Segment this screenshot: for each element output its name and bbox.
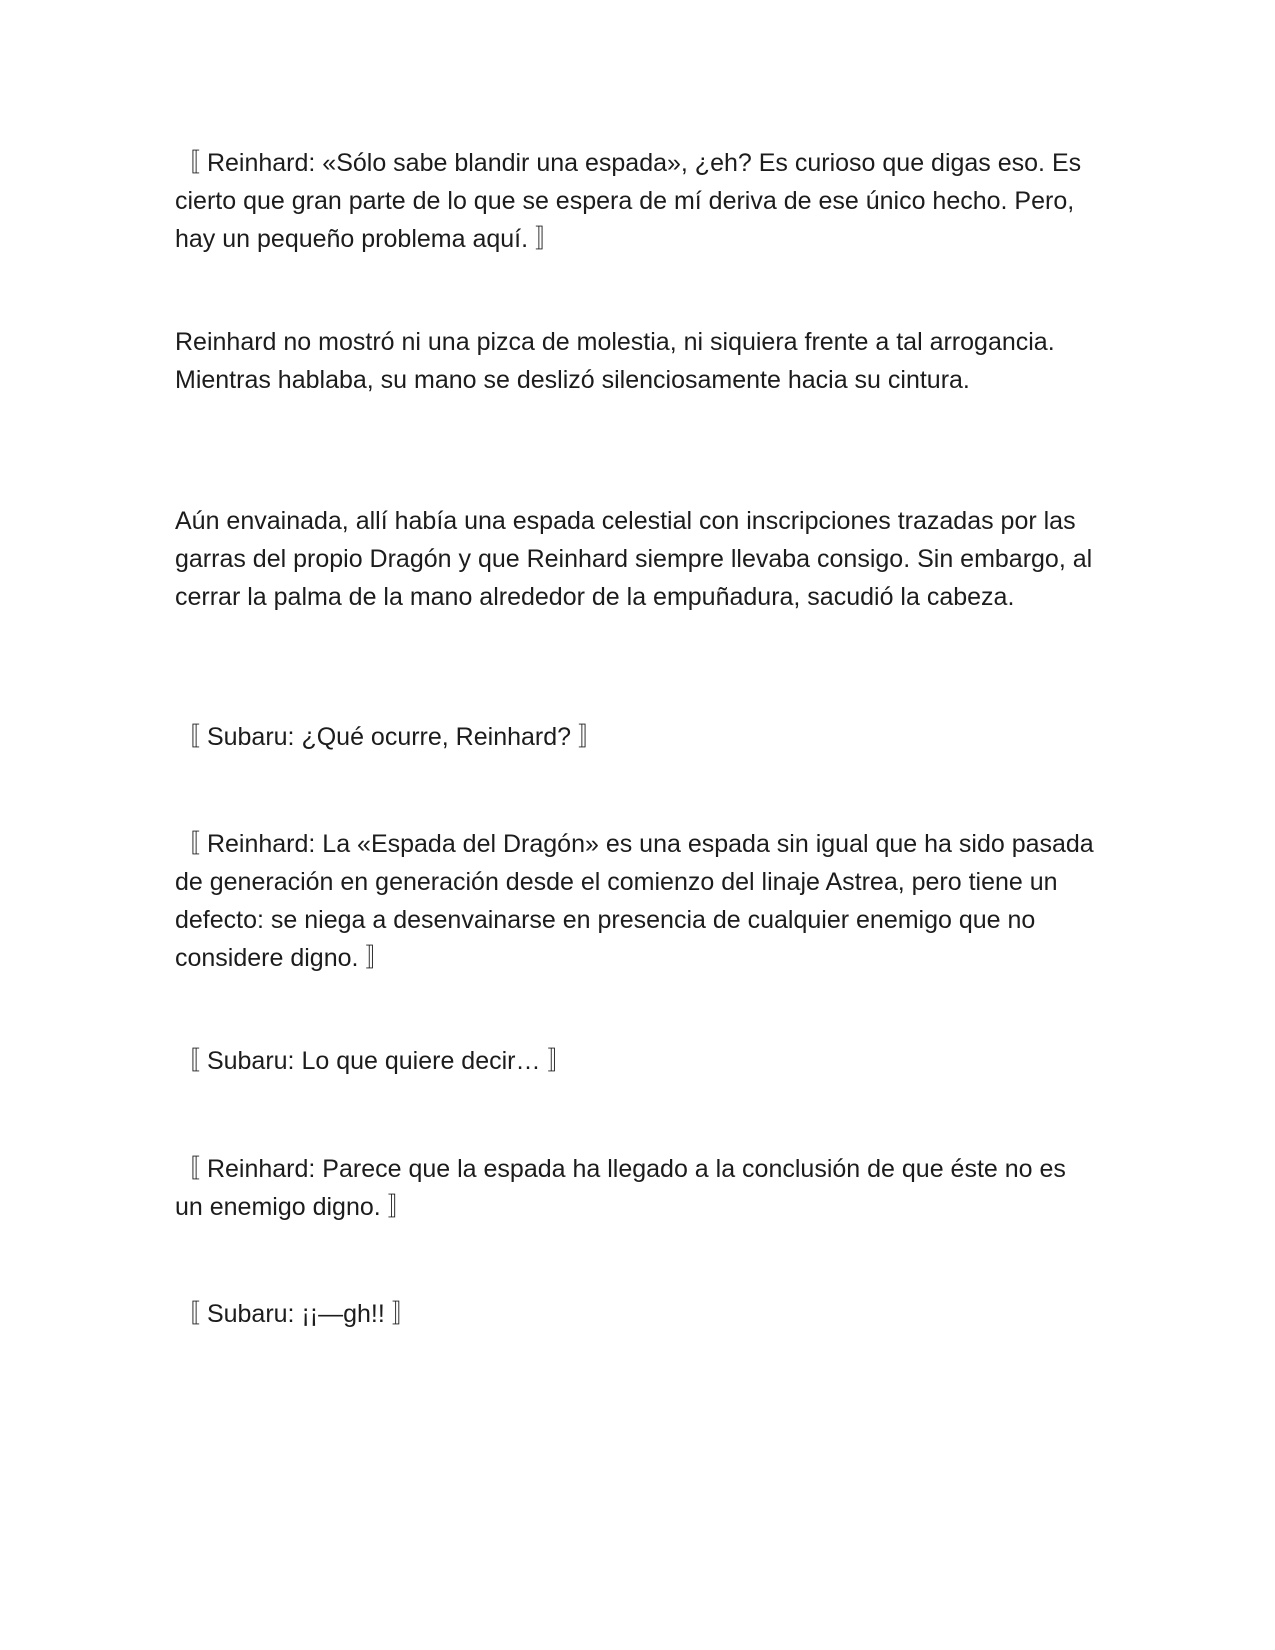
paragraph-reinhard-dialogue-3: 〚 Reinhard: Parece que la espada ha llegado a la conclusión de que éste no es un enemigo digno. 〛 (175, 1155, 1066, 1221)
paragraph-subaru-dialogue-1: 〚 Subaru: ¿Qué ocurre, Reinhard? 〛 (175, 723, 603, 751)
paragraph-narration-2: Aún envainada, allí había una espada celestial con inscripciones trazadas por las garras del propio Dragón y que Reinhard siempre llevaba consigo. Sin embargo, al cerrar la palma de la mano alrededor de la empuñadura, sacudió la cabeza. (175, 507, 1093, 611)
paragraph-narration-1: Reinhard no mostró ni una pizca de molestia, ni siquiera frente a tal arrogancia. Mientras hablaba, su mano se deslizó silenciosamente hacia su cintura. (175, 328, 1055, 394)
paragraph-subaru-dialogue-2: 〚 Subaru: Lo que quiere decir… 〛 (175, 1047, 573, 1075)
paragraph-reinhard-dialogue-1: 〚 Reinhard: «Sólo sabe blandir una espada», ¿eh? Es curioso que digas eso. Es cierto que gran parte de lo que se espera de mí deriva de ese único hecho. Pero, hay un pequeño problema aquí. 〛 (175, 149, 1082, 253)
paragraph-subaru-dialogue-3: 〚 Subaru: ¡¡—gh!! 〛 (175, 1300, 417, 1328)
paragraph-reinhard-dialogue-2: 〚 Reinhard: La «Espada del Dragón» es una espada sin igual que ha sido pasada de generación en generación desde el comienzo del linaje Astrea, pero tiene un defecto: se niega a desenvainarse en presencia de cualquier enemigo que no considere digno. 〛 (175, 830, 1094, 972)
